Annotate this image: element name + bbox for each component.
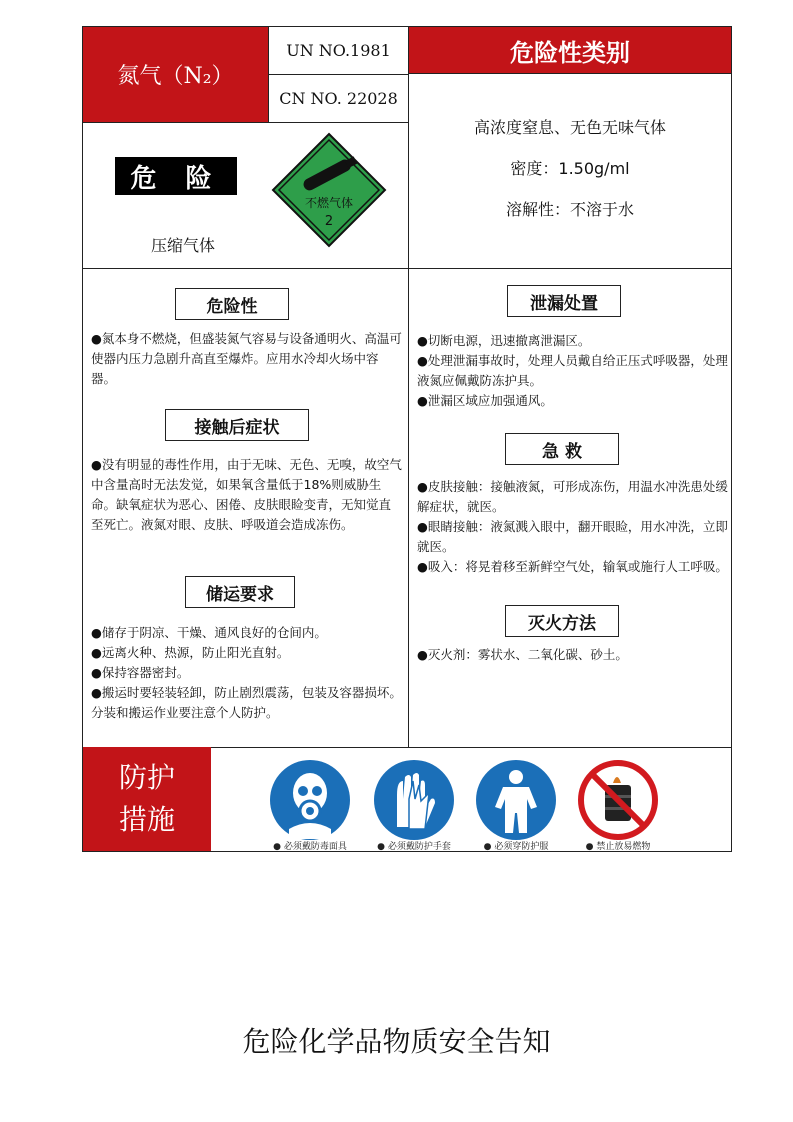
paragraph: ●没有明显的毒性作用，由于无味、无色、无嗅，故空气中含量高时无法发觉，如果氧含量低于18%则威胁生命。缺氧症状为恶心、困倦、皮肤眼睑变青，无知觉直至死亡。液氮对眼、皮肤、呼吸道会造成冻伤。 [91, 457, 402, 532]
paragraph: ●皮肤接触：接触液氮，可形成冻伤，用温水冲洗患处缓解症状，就医。 [417, 479, 728, 514]
storage-section-title: 储运要求 [185, 576, 295, 608]
paragraph: ●搬运时要轻装轻卸，防止剧烈震荡，包装及容器损坏。分装和搬运作业要注意个人防护。 [91, 685, 402, 720]
safety-card [82, 26, 732, 852]
hazard-section-title: 危险性 [175, 288, 289, 320]
protection-caption: ● 必须穿防护服 [483, 842, 549, 852]
protection-caption: ● 必须戴防护手套 [377, 842, 451, 852]
placard-text: 不燃气体 [304, 196, 353, 210]
first-aid-section-title: 急 救 [505, 433, 619, 465]
symptoms-section-title: 接触后症状 [165, 409, 309, 441]
symptoms-section-text [91, 455, 403, 535]
paragraph: ●切断电源，迅速撤离泄漏区。 [417, 333, 591, 348]
placard-class: 2 [324, 214, 334, 229]
page-footer-title: 危险化学品物质安全告知 [242, 1025, 551, 1058]
hazard-section-text [91, 329, 403, 389]
paragraph: ●泄漏区域应加强通风。 [417, 393, 553, 408]
un-number: UN NO.1981 [286, 41, 391, 60]
paragraph: ●眼睛接触：液氮溅入眼中，翻开眼睑，用水冲洗，立即就医。 [417, 519, 728, 554]
property-line: 密度：1.50g/ml [510, 159, 630, 178]
paragraph: ●远离火种、热源，防止阳光直射。 [91, 645, 290, 660]
gas-type-label: 压缩气体 [150, 236, 215, 255]
danger-badge: 危 险 [115, 157, 237, 195]
paragraph: ●灭火剂：雾状水、二氧化碳、砂土。 [417, 647, 628, 662]
protection-caption: ● 必须戴防毒面具 [273, 842, 347, 852]
first-aid-section-text [417, 477, 729, 577]
protection-label-line: 防护 [118, 761, 175, 794]
divider [268, 74, 409, 75]
protection-label [83, 747, 211, 851]
chemical-name: 氮气（N₂） [83, 27, 268, 122]
storage-section-text [91, 623, 403, 723]
fire-section-title: 灭火方法 [505, 605, 619, 637]
paragraph: ●吸入：将晃着移至新鲜空气处，输氧或施行人工呼吸。 [417, 559, 728, 574]
leak-section-text [417, 331, 729, 411]
protection-caption: ● 禁止放易燃物 [585, 842, 651, 852]
paragraph: ●储存于阴凉、干燥、通风良好的仓间内。 [91, 625, 327, 640]
gas-mask-icon [269, 759, 351, 841]
divider [83, 268, 732, 269]
divider [409, 73, 732, 74]
non-flammable-gas-placard [271, 132, 387, 248]
leak-section-title: 泄漏处置 [507, 285, 621, 317]
fire-section-text [417, 645, 729, 665]
paragraph: ●处理泄漏事故时，处理人员戴自给正压式呼吸器，处理液氮应佩戴防冻护具。 [417, 353, 728, 388]
property-line: 溶解性：不溶于水 [505, 200, 634, 219]
paragraph: ●保持容器密封。 [91, 665, 190, 680]
properties-list [409, 107, 731, 230]
paragraph: ●氮本身不燃烧，但盛装氮气容易与设备通明火、高温可使器内压力急剧升高直至爆炸。应用水冷却火场中容器。 [91, 331, 402, 386]
divider [83, 122, 409, 123]
gloves-icon [373, 759, 455, 841]
no-flammables-icon [577, 759, 659, 841]
property-line: 高浓度窒息、无色无味气体 [473, 118, 666, 137]
protective-suit-icon [475, 759, 557, 841]
protection-label-line: 措施 [118, 803, 175, 836]
hazard-category-title: 危险性类别 [409, 27, 731, 73]
cn-number: CN NO. 22028 [279, 89, 398, 108]
